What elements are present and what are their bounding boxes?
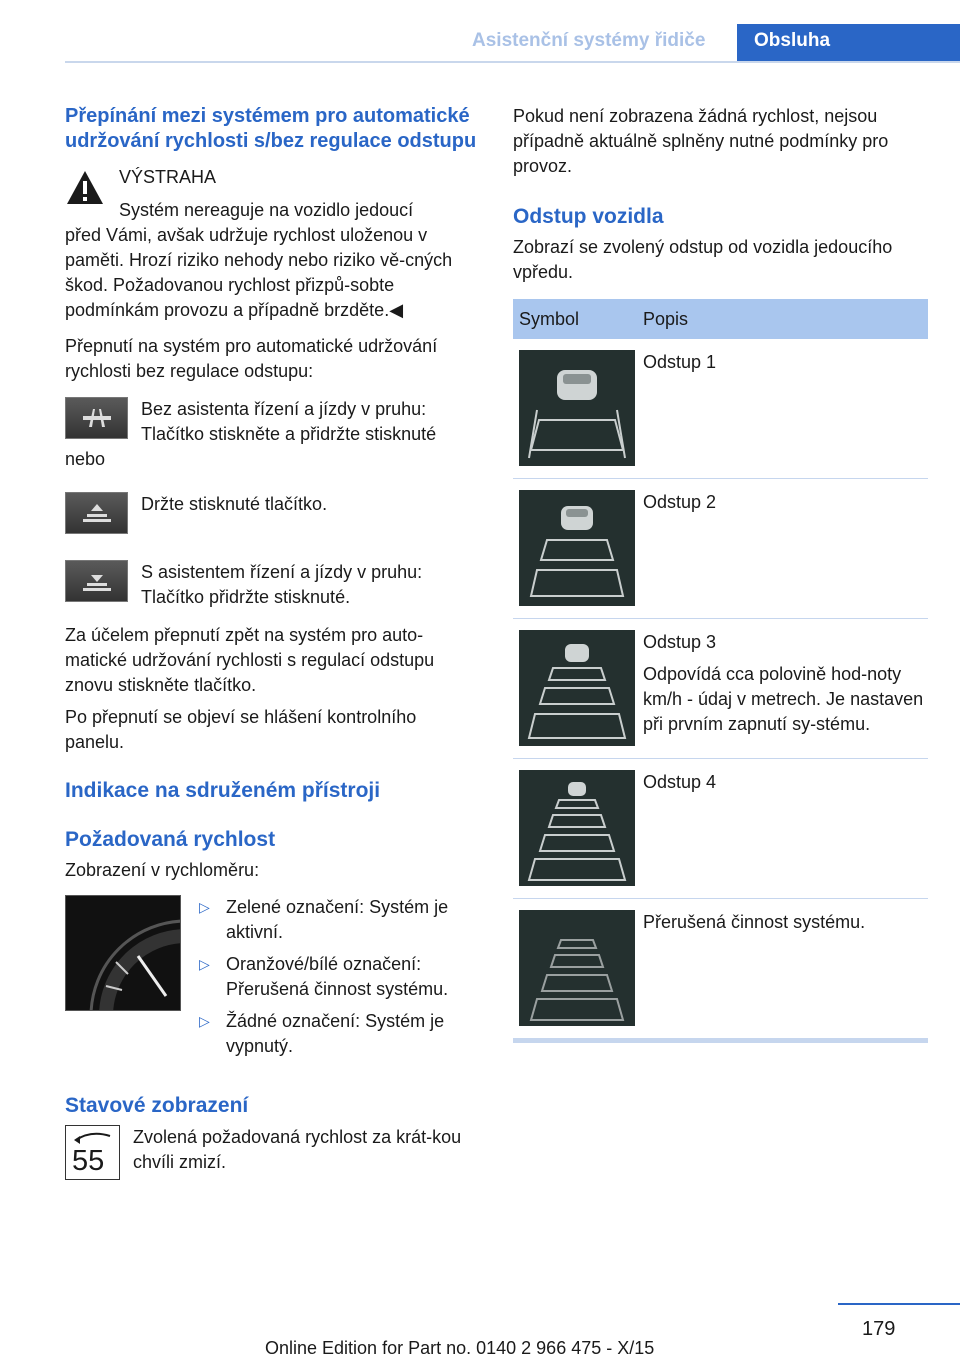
- warning-text-first: Systém nereaguje na vozidlo jedoucí: [119, 200, 414, 220]
- button-3-text-a: S asistentem řízení a jízdy v pruhu:: [141, 562, 423, 582]
- after-switch-text: Po přepnutí se objeví se hlášení kontrolního panelu.: [65, 707, 417, 752]
- table-row: [513, 479, 928, 619]
- distance-1-icon: [519, 350, 635, 466]
- status-speed-icon: [65, 1125, 120, 1180]
- lane-assist-button-icon: [65, 397, 128, 439]
- column-header-symbol: Symbol: [519, 308, 580, 329]
- header-divider: [65, 61, 960, 63]
- odstup-text: Zobrazí se zvolený odstup od vozidla jedoucího vpředu.: [513, 237, 893, 282]
- distance-2-icon: [519, 490, 635, 606]
- status-text: Zvolená požadovaná rychlost za krát‐kou chvíli zmizí.: [133, 1127, 462, 1172]
- footer-divider: [838, 1303, 960, 1305]
- heading-pozadovana: Požadovaná rychlost: [65, 828, 276, 851]
- header-tab-obsluha[interactable]: Obsluha: [737, 24, 960, 61]
- heading-stavove: Stavové zobrazení: [65, 1094, 249, 1117]
- button-row-2: [65, 492, 477, 534]
- triangle-bullet-icon: ▷: [199, 1013, 210, 1029]
- section-heading-switch: Přepínání mezi systémem pro automatické udržování rychlosti s/bez regulace odstupu: [65, 105, 477, 152]
- warning-text: před Vámi, avšak udržuje rychlost uloženou v paměti. Hrozí riziko nehody nebo riziko vě‐cných škod. Požadovanou rychlost přizpů‐sobte podmínkám provozu a případně brzděte.◀: [65, 225, 453, 320]
- status-display-block: [65, 1125, 477, 1180]
- row-5-title: Přerušená činnost systému.: [643, 912, 866, 932]
- distance-4-icon: [519, 770, 635, 886]
- triangle-bullet-icon: ▷: [199, 899, 210, 915]
- speedometer-block: [65, 895, 477, 1059]
- speedometer-label: Zobrazení v rychloměru:: [65, 860, 260, 880]
- heading-indikace: Indikace na sdruženém přístroji: [65, 779, 381, 802]
- bullet-item: ▷ Zelené označení: Systém je aktivní.: [199, 895, 477, 945]
- table-row: [513, 339, 928, 479]
- distance-button-icon: [65, 492, 128, 534]
- button-3-text-b: Tlačítko přidržte stisknuté.: [141, 587, 351, 607]
- no-speed-text: Pokud není zobrazena žádná rychlost, nejsou případně aktuálně splněny nutné podmínky pro provoz.: [513, 106, 889, 176]
- bullet-item: ▷ Oranžové/bílé označení: Přerušená činnost systému.: [199, 952, 477, 1002]
- button-row-1: [65, 397, 477, 447]
- distance-assist-button-icon: [65, 560, 128, 602]
- speedometer-image: [65, 895, 181, 1011]
- distance-3-icon: [519, 630, 635, 746]
- left-column: [65, 104, 477, 1180]
- column-header-popis: Popis: [643, 308, 689, 329]
- distance-table: [513, 299, 928, 1043]
- button-1-text-b: Tlačítko stiskněte a přidržte stisknuté: [141, 424, 437, 444]
- warning-title: VÝSTRAHA: [119, 167, 217, 187]
- row-3-title: Odstup 3: [643, 632, 717, 652]
- row-3-desc: Odpovídá cca polovině hod‐noty km/h - údaj v metrech. Je nastaven při prvním zapnutí sy‐stému.: [643, 664, 924, 734]
- switch-intro: Přepnutí na systém pro automatické udržování rychlosti bez regulace odstupu:: [65, 336, 438, 381]
- button-row-3: [65, 560, 477, 610]
- row-2-title: Odstup 2: [643, 492, 717, 512]
- system-interrupted-icon: [519, 910, 635, 1026]
- triangle-bullet-icon: ▷: [199, 956, 210, 972]
- warning-icon: [65, 169, 105, 207]
- table-row: [513, 759, 928, 899]
- button-1-text-a: Bez asistenta řízení a jízdy v pruhu:: [141, 399, 427, 419]
- row-1-title: Odstup 1: [643, 352, 717, 372]
- switch-back-text: Za účelem přepnutí zpět na systém pro auto‐matické udržování rychlosti s regulací odstupu znovu stiskněte tlačítko.: [65, 625, 435, 695]
- button-1-or: nebo: [65, 449, 106, 469]
- table-bottom-rule: [513, 1039, 928, 1043]
- warning-block: [65, 165, 477, 223]
- bullet-item: ▷ Žádné označení: Systém je vypnutý.: [199, 1009, 477, 1059]
- status-speed-value: 55: [72, 1145, 105, 1177]
- table-row: [513, 619, 928, 759]
- table-header: [513, 299, 928, 339]
- table-row: [513, 899, 928, 1039]
- page-number: 179: [862, 1318, 896, 1340]
- footer-edition: Online Edition for Part no. 0140 2 966 475 - X/15: [265, 1338, 655, 1358]
- header-section-title: Asistenční systémy řidiče: [472, 30, 706, 51]
- right-column: [513, 104, 928, 1043]
- row-4-title: Odstup 4: [643, 772, 717, 792]
- button-2-text: Držte stisknuté tlačítko.: [141, 494, 328, 514]
- heading-odstup: Odstup vozidla: [513, 205, 664, 228]
